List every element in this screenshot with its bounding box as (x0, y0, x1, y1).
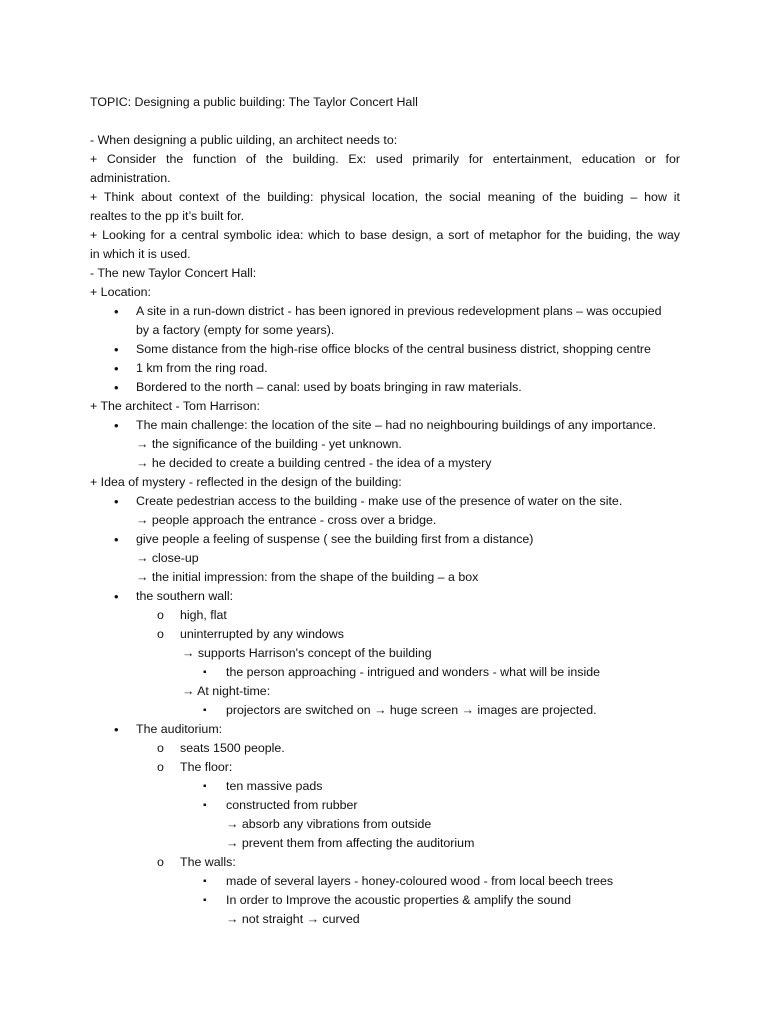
square-bullet-text: made of several layers - honey-coloured wood - from local beech trees (226, 874, 614, 888)
square-bullet-item (90, 891, 680, 910)
circle-bullet-icon: o (157, 741, 164, 755)
sub-bullet-item (90, 853, 680, 872)
text-line: administration. (90, 171, 171, 185)
text-line: realtes to the pp it’s built for. (90, 209, 245, 223)
sub-bullet-text: The walls: (180, 855, 236, 869)
bullet-item (90, 416, 680, 435)
sub-bullet-item (90, 625, 680, 644)
bullet-text: 1 km from the ring road. (136, 361, 268, 375)
text-line: - When designing a public uilding, an architect needs to: (90, 133, 398, 147)
bullet-icon: • (114, 380, 119, 395)
subsection-heading: + Location: (90, 285, 151, 299)
arrow-note: → people approach the entrance - cross over a bridge. (136, 513, 437, 527)
square-bullet-item (90, 872, 680, 891)
bullet-text: give people a feeling of suspense ( see the building first from a distance) (136, 532, 534, 546)
square-bullet-icon: ▪ (203, 781, 207, 792)
sub-bullet-item (90, 739, 680, 758)
circle-bullet-icon: o (157, 855, 164, 869)
bullet-text: The auditorium: (136, 722, 223, 736)
sub-bullet-text: high, flat (180, 608, 227, 622)
sub-bullet-item (90, 758, 680, 777)
bullet-icon: • (114, 722, 119, 737)
square-bullet-text: the person approaching - intrigued and wonders - what will be inside (226, 665, 601, 679)
square-bullet-text: In order to Improve the acoustic properties & amplify the sound (226, 893, 572, 907)
arrow-note: → At night-time: (182, 684, 271, 698)
section-heading: - The new Taylor Concert Hall: (90, 266, 257, 280)
arrow-note: → supports Harrison's concept of the building (182, 646, 432, 660)
bullet-icon: • (114, 494, 119, 509)
arrow-note: → prevent them from affecting the auditorium (226, 836, 475, 850)
bullet-text: Create pedestrian access to the building - make use of the presence of water on the site. (136, 494, 623, 508)
bullet-text: the southern wall: (136, 589, 234, 603)
subsection-heading: + Idea of mystery - reflected in the design of the building: (90, 475, 402, 489)
square-bullet-text: ten massive pads (226, 779, 323, 793)
bullet-item (90, 378, 680, 397)
bullet-text: The main challenge: the location of the site – had no neighbouring buildings of any importance. (136, 418, 657, 432)
text-line: + Think about context of the building: physical location, the social meaning of the buiding – how it (90, 190, 680, 204)
text-line: + Consider the function of the building. Ex: used primarily for entertainment, education or for (90, 152, 680, 166)
sub-bullet-text: seats 1500 people. (180, 741, 285, 755)
bullet-icon: • (114, 342, 119, 357)
circle-bullet-icon: o (157, 760, 164, 774)
square-bullet-item (90, 777, 680, 796)
bullet-icon: • (114, 589, 119, 604)
bullet-item (90, 492, 680, 511)
square-bullet-icon: ▪ (203, 667, 207, 678)
square-bullet-text: constructed from rubber (226, 798, 358, 812)
bullet-item (90, 359, 680, 378)
sub-bullet-item (90, 606, 680, 625)
bullet-icon: • (114, 532, 119, 547)
arrow-note: → the initial impression: from the shape of the building – a box (136, 570, 479, 584)
bullet-item (90, 587, 680, 606)
bullet-icon: • (114, 361, 119, 376)
square-bullet-icon: ▪ (203, 876, 207, 887)
bullet-icon: • (114, 304, 119, 319)
circle-bullet-icon: o (157, 608, 164, 622)
text-line: + Looking for a central symbolic idea: which to base design, a sort of metaphor for the buiding, the way (90, 228, 680, 242)
sub-bullet-text: uninterrupted by any windows (180, 627, 344, 641)
bullet-text: Some distance from the high-rise office blocks of the central business district, shopping centre (136, 342, 651, 356)
square-bullet-item (90, 701, 680, 720)
bullet-item (90, 530, 680, 549)
square-bullet-item (90, 796, 680, 815)
subsection-heading: + The architect - Tom Harrison: (90, 399, 260, 413)
bullet-item (90, 340, 680, 359)
sub-bullet-text: The floor: (180, 760, 233, 774)
square-bullet-icon: ▪ (203, 705, 207, 716)
bullet-icon: • (114, 418, 119, 433)
arrow-note: → close-up (136, 551, 199, 565)
bullet-continuation: by a factory (empty for some years). (136, 323, 335, 337)
document-title: TOPIC: Designing a public building: The Taylor Concert Hall (90, 95, 418, 109)
square-bullet-icon: ▪ (203, 895, 207, 906)
arrow-note: → absorb any vibrations from outside (226, 817, 432, 831)
text-line: in which it is used. (90, 247, 191, 261)
bullet-item (90, 302, 680, 321)
circle-bullet-icon: o (157, 627, 164, 641)
square-bullet-item (90, 663, 680, 682)
square-bullet-text: projectors are switched on → huge screen → images are projected. (226, 703, 597, 717)
square-bullet-icon: ▪ (203, 800, 207, 811)
arrow-note: → the significance of the building - yet unknown. (136, 437, 402, 451)
bullet-text: Bordered to the north – canal: used by boats bringing in raw materials. (136, 380, 522, 394)
arrow-note: → not straight → curved (226, 912, 360, 926)
bullet-text: A site in a run-down district - has been ignored in previous redevelopment plans – was occupied (136, 304, 662, 318)
bullet-item (90, 720, 680, 739)
arrow-note: → he decided to create a building centred - the idea of a mystery (136, 456, 492, 470)
